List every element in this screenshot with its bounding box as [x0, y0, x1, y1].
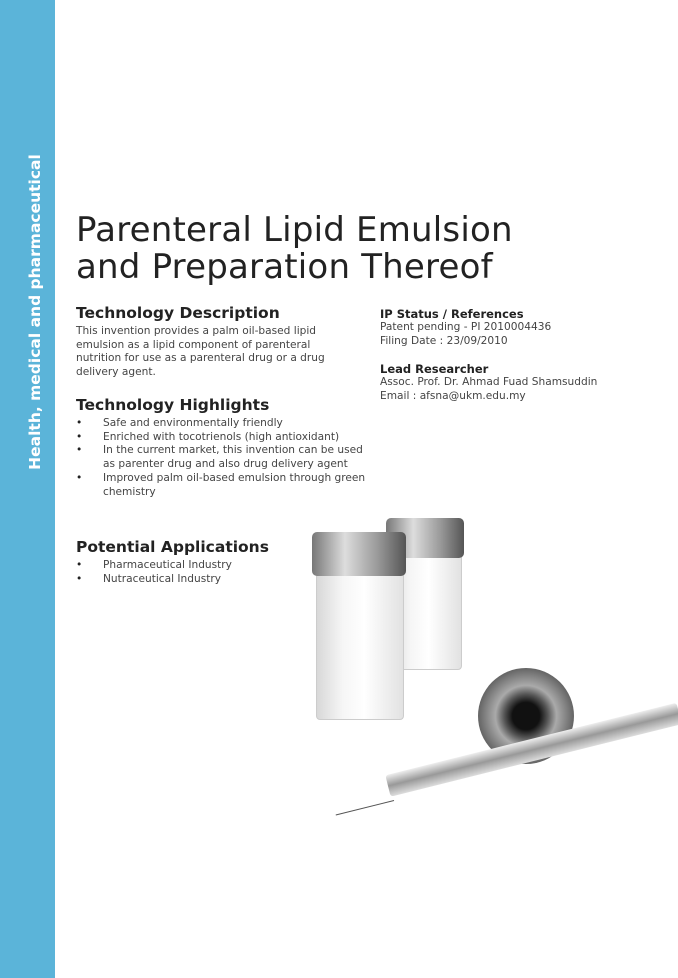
list-item: • In the current market, this invention can be used as parenter drug and also drug delivery agent	[76, 444, 366, 471]
section-heading: Lead Researcher	[380, 362, 489, 376]
category-sidebar	[0, 0, 55, 978]
section-heading: Technology Highlights	[76, 396, 270, 414]
page-title	[76, 212, 513, 286]
section-heading: Potential Applications	[76, 538, 269, 556]
filing-date: Filing Date : 23/09/2010	[380, 334, 508, 347]
list-item: • Enriched with tocotrienols (high antioxidant)	[76, 431, 366, 445]
lead-researcher	[380, 362, 670, 403]
description-text: This invention provides a palm oil-based lipid emulsion as a lipid component of parenteral nutrition for use as a parenteral drug or a drug delivery agent.	[76, 325, 325, 379]
vials-syringe-image	[300, 510, 678, 850]
section-heading: Technology Description	[76, 304, 280, 322]
category-label: Health, medical and pharmaceutical	[26, 154, 44, 470]
title-line-2: and Preparation Thereof	[76, 247, 493, 287]
list-item: • Improved palm oil-based emulsion through green chemistry	[76, 472, 366, 499]
researcher-name: Assoc. Prof. Dr. Ahmad Fuad Shamsuddin	[380, 376, 598, 388]
ip-status	[380, 307, 660, 348]
technology-highlights	[76, 396, 366, 499]
technology-description	[76, 304, 346, 380]
list-item: • Pharmaceutical Industry	[76, 559, 346, 573]
researcher-email: Email : afsna@ukm.edu.my	[380, 389, 526, 402]
title-line-1: Parenteral Lipid Emulsion	[76, 210, 513, 250]
section-heading: IP Status / References	[380, 307, 524, 321]
list-item: • Nutraceutical Industry	[76, 573, 346, 587]
list-item: • Safe and environmentally friendly	[76, 417, 366, 431]
patent-text: Patent pending - PI 2010004436	[380, 321, 552, 333]
